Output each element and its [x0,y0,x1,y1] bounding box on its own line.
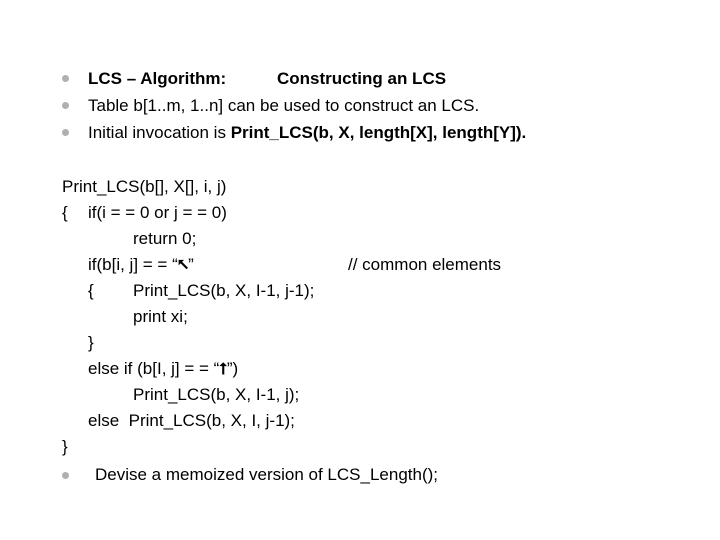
up-arrow-icon: ⭡ [219,361,227,378]
code-signature: Print_LCS(b[], X[], i, j) [62,177,227,196]
bullet-text-3 [88,123,526,143]
code-close-brace: } [62,437,68,456]
code-comment: // common elements [348,255,502,274]
code-if-base: if(i = = 0 or j = = 0) [88,203,227,222]
bullet-marker [62,75,69,82]
code-recurse-up: Print_LCS(b, X, I-1, j); [133,385,300,404]
final-bullet-text: Devise a memoized version of LCS_Length(); [95,465,438,484]
code-open-brace: { [62,203,68,222]
code-else-if-up-a: else if (b[I, j] = = “ [88,359,220,378]
code-print: print xi; [133,307,188,326]
code-inner-brace: { [88,281,94,300]
code-inner-close: } [88,333,94,352]
code-recurse-diagonal: Print_LCS(b, X, I-1, j-1); [133,281,315,300]
code-if-diagonal-b: ” [188,255,194,274]
heading-right: Constructing an LCS [277,69,447,88]
heading-left: LCS – Algorithm: [88,69,227,88]
code-else-left: else Print_LCS(b, X, I, j-1); [88,411,295,430]
code-if-diagonal-a: if(b[i, j] = = “ [88,255,178,274]
bullet-marker [62,102,69,109]
code-return: return 0; [133,229,197,248]
bullet-text-3-prefix: Initial invocation is [88,123,231,142]
bullet-text-2: Table b[1..m, 1..n] can be used to construct an LCS. [88,96,480,115]
code-if-diagonal [88,255,194,275]
code-else-if-up-b: ”) [226,359,239,378]
bullet-text-3-bold: Print_LCS(b, X, length[X], length[Y]). [230,123,527,142]
bullet-marker [62,129,69,136]
diagonal-arrow-icon: ⭦ [177,257,189,274]
bullet-marker [62,472,69,479]
code-else-if-up [88,359,238,379]
